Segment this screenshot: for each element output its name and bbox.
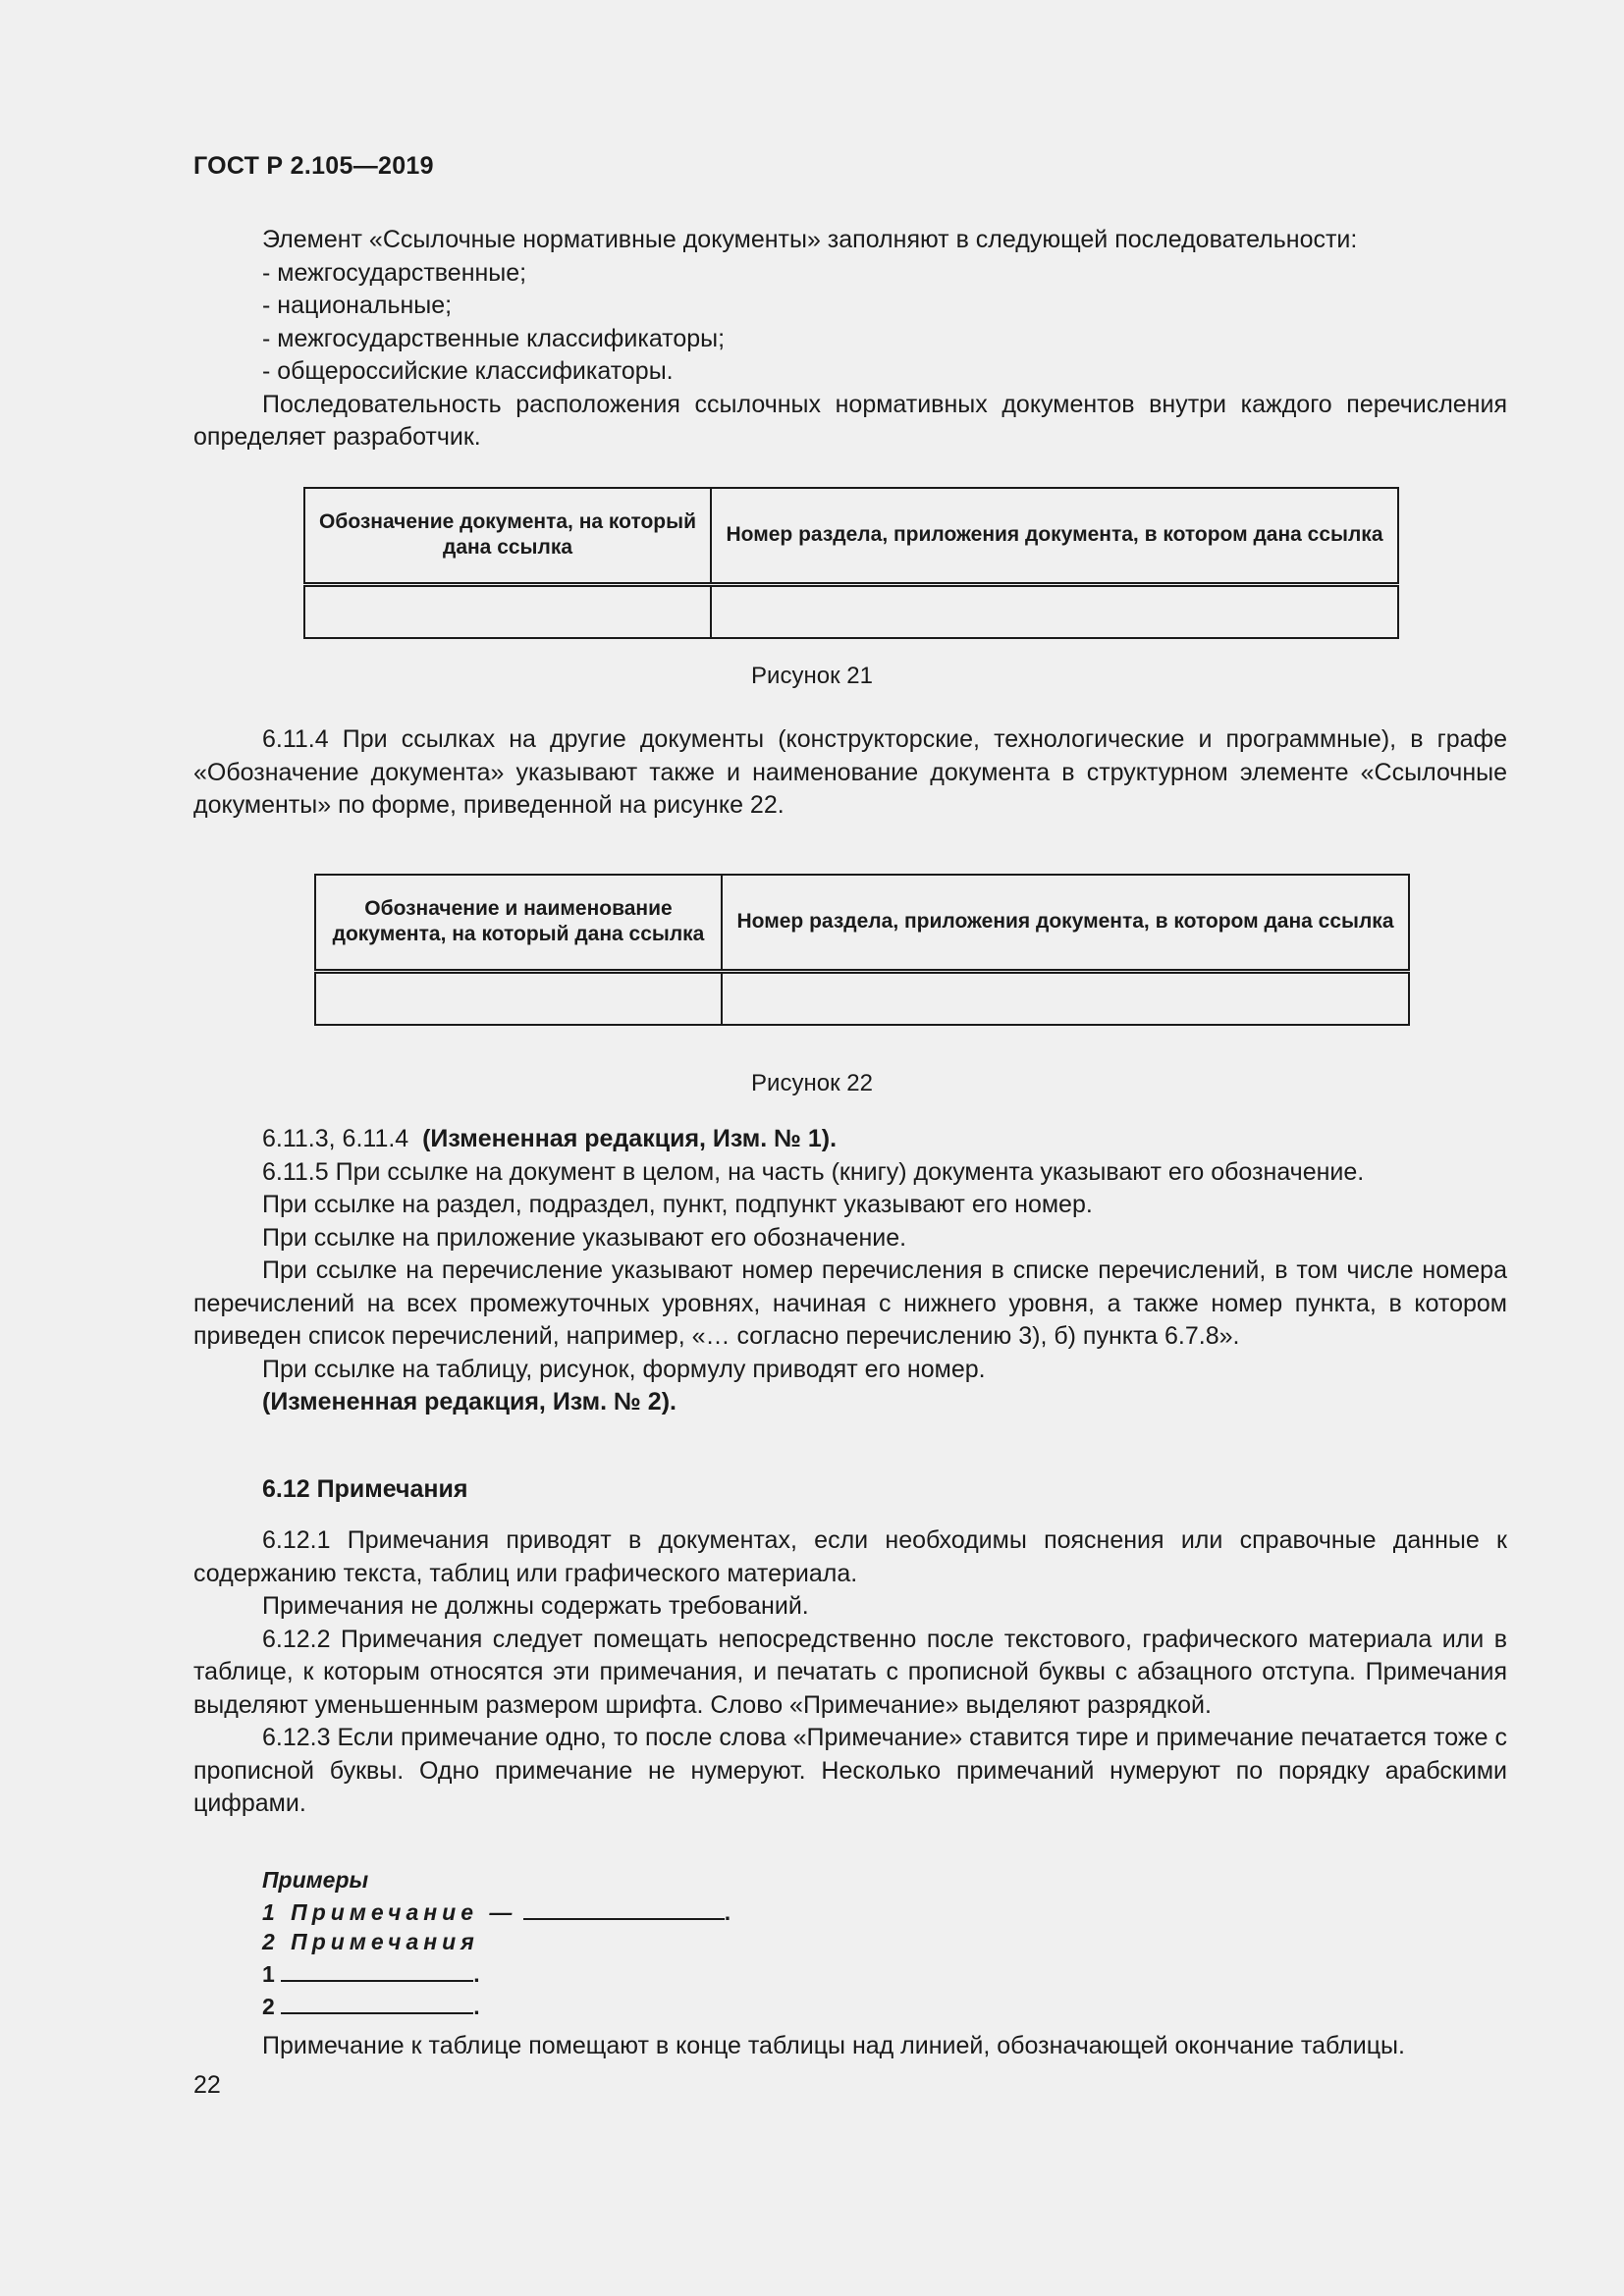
figure-22-cell <box>315 971 722 1025</box>
list-item: - межгосударственные; <box>262 258 527 287</box>
example-line-1 <box>193 1895 1507 1927</box>
references-block <box>193 1123 1507 1419</box>
notes-paragraph: 6.12.2 Примечания следует помещать непосредственно после текстового, графического материала или в таблице, к которым относятся эти примечания, и печатать с прописной буквы с абзацного отступа. Примечания выделяют уменьшенным размером шрифта. Слово «Примечание» выделяют разрядкой. <box>193 1625 1507 1719</box>
blank-line <box>281 1989 473 2014</box>
ref-paragraph: При ссылке на таблицу, рисунок, формулу приводят его номер. <box>262 1355 986 1383</box>
final-paragraph <box>193 2030 1507 2063</box>
figure-21-table <box>303 487 1399 639</box>
list-item: - межгосударственные классификаторы; <box>262 324 726 352</box>
paragraph-text: 6.11.4 При ссылках на другие документы (конструкторские, технологические и программные), в графе «Обозначение документа» указывают также и наименование документа в структурном элементе «Ссылочные документы» по форме, приведенной на рисунке 22. <box>193 725 1507 819</box>
figure-21-caption: Рисунок 21 <box>751 663 873 689</box>
intro-lead: Элемент «Ссылочные нормативные документы» заполняют в следующей последовательности: <box>262 226 1358 253</box>
example-1-label: 1 Примечание — <box>262 1899 517 1925</box>
figure-22-cell <box>722 971 1409 1025</box>
notes-paragraph: 6.12.1 Примечания приводят в документах, если необходимы пояснения или справочные данные к содержанию текста, таблиц или графического материала. <box>193 1526 1507 1587</box>
amendment-1-numbers: 6.11.3, 6.11.4 <box>262 1125 409 1152</box>
amendment-1-line <box>193 1123 1507 1156</box>
figure-22-caption: Рисунок 22 <box>751 1070 873 1096</box>
section-6-12-body <box>193 1524 1507 1821</box>
amendment-2-text: (Измененная редакция, Изм. № 2). <box>262 1388 677 1415</box>
examples-block <box>193 1865 1507 2021</box>
list-item: - общероссийские классификаторы. <box>262 357 674 385</box>
ref-paragraph: При ссылке на раздел, подраздел, пункт, подпункт указывают его номер. <box>262 1191 1093 1218</box>
final-text: Примечание к таблице помещают в конце таблицы над линией, обозначающей окончание таблицы. <box>262 2032 1405 2059</box>
paragraph-6-11-4 <box>193 723 1507 823</box>
example-line-2: 2 Примечания <box>262 1929 479 1954</box>
figure-22-col1-header: Обозначение и наименование документа, на который дана ссылка <box>315 875 722 971</box>
intro-closing: Последовательность расположения ссылочных нормативных документов внутри каждого перечисления определяет разработчик. <box>193 390 1507 451</box>
figure-22-col2-header: Номер раздела, приложения документа, в котором дана ссылка <box>722 875 1409 971</box>
example-item-1 <box>193 1956 1507 1989</box>
ref-paragraph: При ссылке на приложение указывают его обозначение. <box>262 1223 907 1252</box>
page-number: 22 <box>193 2071 221 2099</box>
period: . <box>473 1961 480 1987</box>
list-item: - национальные; <box>262 292 453 319</box>
notes-paragraph: Примечания не должны содержать требований. <box>262 1592 809 1620</box>
period: . <box>473 1994 480 2019</box>
notes-paragraph: 6.12.3 Если примечание одно, то после слова «Примечание» ставится тире и примечание печатается тоже с прописной буквы. Одно примечание не нумеруют. Несколько примечаний нумеруют по порядку арабскими цифрами. <box>193 1724 1507 1817</box>
examples-title: Примеры <box>262 1867 369 1893</box>
example-item-2 <box>193 1989 1507 2021</box>
figure-21-cell <box>304 584 711 638</box>
amendment-1-text: (Измененная редакция, Изм. № 1). <box>422 1125 838 1152</box>
figure-21-cell <box>711 584 1398 638</box>
figure-21-col1-header: Обозначение документа, на который дана ссылка <box>304 488 711 584</box>
figure-22-table <box>314 874 1410 1026</box>
figure-21-col2-header: Номер раздела, приложения документа, в котором дана ссылка <box>711 488 1398 584</box>
ref-paragraph: При ссылке на перечисление указывают номер перечисления в списке перечислений, в том числе номера перечислений на всех промежуточных уровнях, начиная с нижнего уровня, а также номер пункта, в котором приведен список перечислений, например, «… согласно перечислению 3), б) пункта 6.7.8». <box>193 1256 1507 1350</box>
document-code-header: ГОСТ Р 2.105—2019 <box>193 152 434 180</box>
item-number: 2 <box>262 1994 275 2019</box>
blank-line <box>281 1956 473 1982</box>
intro-block <box>193 224 1507 454</box>
item-number: 1 <box>262 1961 275 1987</box>
ref-paragraph: 6.11.5 При ссылке на документ в целом, на часть (книгу) документа указывают его обозначение. <box>262 1157 1365 1186</box>
blank-line <box>523 1895 725 1920</box>
period: . <box>724 1899 731 1925</box>
section-6-12-heading: 6.12 Примечания <box>262 1475 468 1503</box>
